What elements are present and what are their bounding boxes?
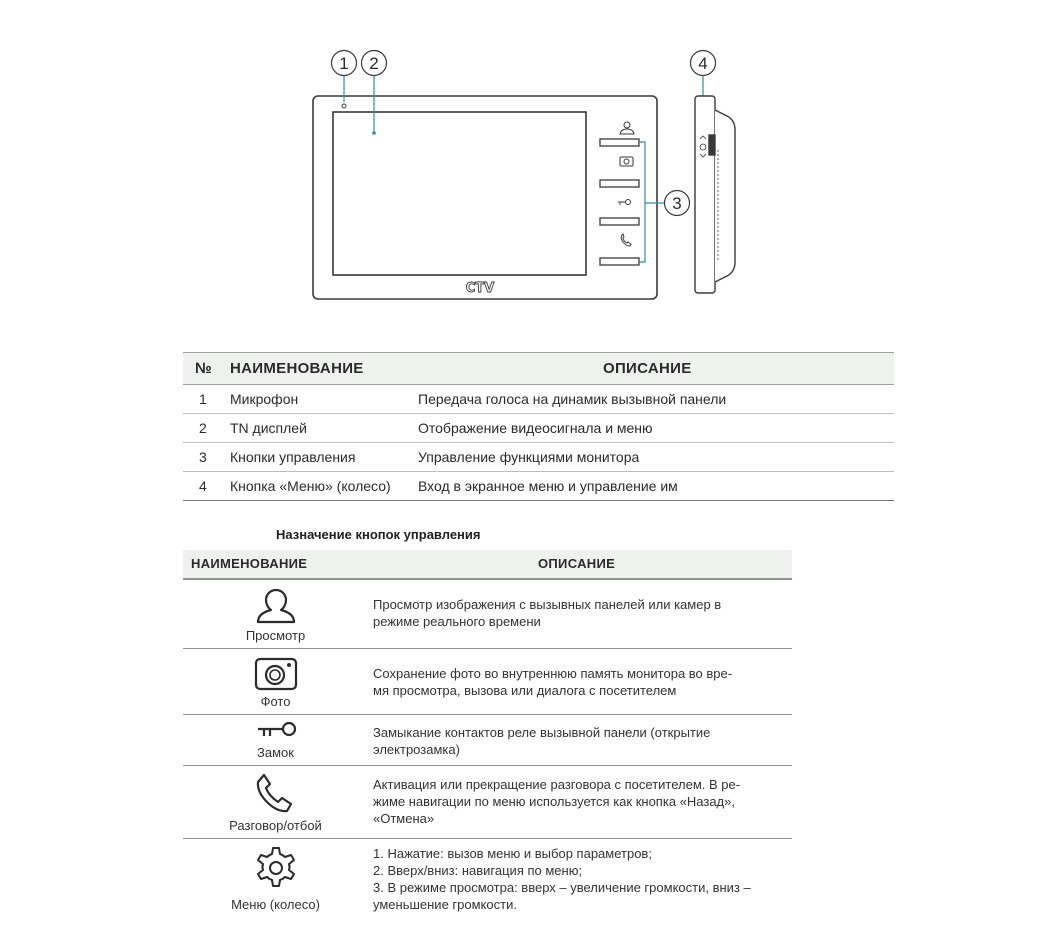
svg-text:1: 1 [339, 54, 349, 73]
monitor-drawing [0, 0, 1049, 310]
key-icon [256, 721, 298, 743]
header-name: НАИМЕНОВАНИЕ [230, 360, 364, 377]
gear-icon [253, 845, 299, 891]
monitor-side-view [695, 96, 735, 293]
table-row: Меню (колесо) 1. Нажатие: вызов меню и выбор параметров; 2. Вверх/вниз: навигация по меню; 3. В режиме просмотра: вверх – увеличение громкости, вниз – уменьшение громкости. [231, 846, 751, 912]
monitor-display [333, 112, 586, 275]
header-description: ОПИСАНИЕ [538, 556, 616, 571]
table-row: Просмотр Просмотр изображения с вызывных панелей или камер в режиме реального времени [183, 580, 792, 649]
svg-text:3: 3 [672, 194, 682, 213]
table-row: 3 Кнопки управления Управление функциями монитора [183, 443, 894, 472]
camera-icon [253, 655, 299, 693]
header-name: НАИМЕНОВАНИЕ [191, 556, 308, 571]
table-row: 4 Кнопка «Меню» (колесо) Вход в экранное меню и управление им [183, 472, 894, 501]
person-icon [255, 586, 297, 626]
buttons-table-header [183, 550, 792, 580]
svg-text:2: 2 [369, 54, 379, 73]
table-row: 2 TN дисплей Отображение видеосигнала и меню [183, 414, 894, 443]
phone-icon [255, 772, 297, 814]
svg-text:4: 4 [698, 54, 708, 73]
header-num: № [195, 360, 213, 377]
monitor-logo: CTV [465, 281, 495, 296]
buttons-table [183, 550, 792, 919]
buttons-section-title: Назначение кнопок управления [276, 527, 481, 542]
monitor-diagram [0, 0, 1049, 310]
components-table-header [183, 352, 894, 385]
table-row: Замок Замыкание контактов реле вызывной панели (открытие электрозамка) [183, 715, 792, 766]
header-description: ОПИСАНИЕ [603, 360, 692, 377]
table-row: Разговор/отбой Активация или прекращение разговора с посетителем. В ре- жиме навигации по меню используется как кнопка «Назад», «Отмена» [183, 766, 792, 839]
table-row: 1 Микрофон Передача голоса на динамик вызывной панели [183, 385, 894, 414]
components-table [183, 352, 894, 501]
table-row: Фото Сохранение фото во внутреннюю память монитора во вре- мя просмотра, вызова или диалога с посетителем [183, 649, 792, 715]
